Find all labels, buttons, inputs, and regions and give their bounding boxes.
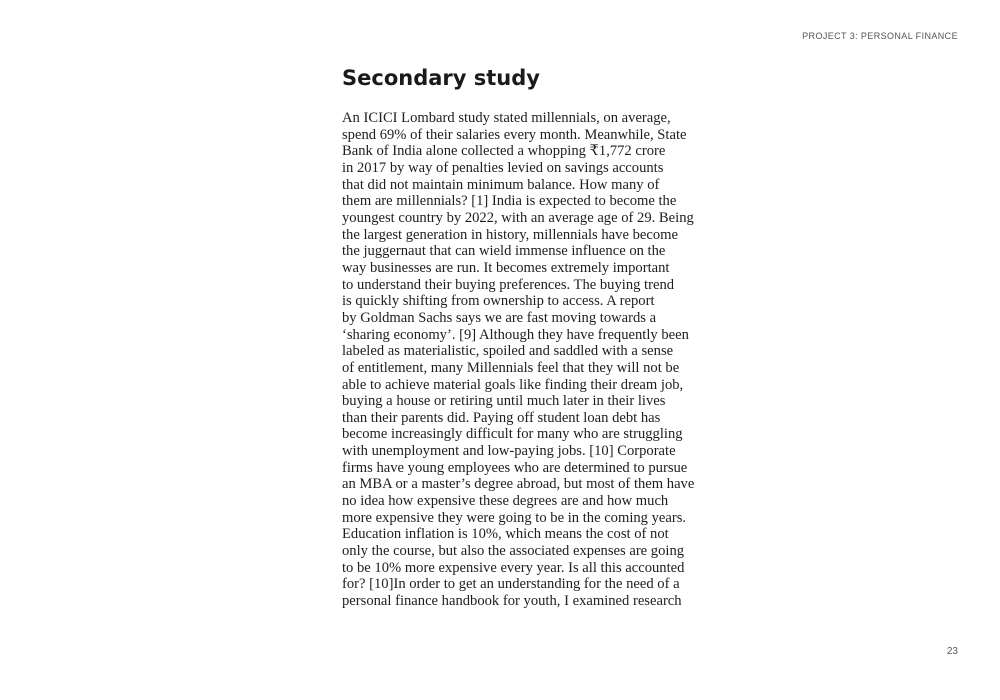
body-line: of entitlement, many Millennials feel that they will not be: [342, 359, 680, 376]
body-line: with unemployment and low-paying jobs. [10] Corporate: [342, 443, 676, 460]
body-line: them are millennials? [1] India is expected to become the: [342, 193, 677, 210]
body-line: personal finance handbook for youth, I examined research: [342, 593, 682, 610]
body-line: no idea how expensive these degrees are and how much: [342, 493, 669, 510]
running-header: PROJECT 3: PERSONAL FINANCE: [802, 31, 958, 41]
body-line: in 2017 by way of penalties levied on savings accounts: [342, 159, 664, 176]
page-title: Secondary study: [342, 66, 540, 90]
body-line: is quickly shifting from ownership to access. A report: [342, 293, 655, 310]
body-line: become increasingly difficult for many who are struggling: [342, 426, 683, 443]
page-number: 23: [946, 646, 958, 657]
body-line: the largest generation in history, millennials have become: [342, 226, 678, 243]
body-line: labeled as materialistic, spoiled and saddled with a sense: [342, 343, 674, 360]
body-paragraph: [342, 110, 702, 610]
body-line: buying a house or retiring until much later in their lives: [342, 393, 666, 410]
body-line: an MBA or a master’s degree abroad, but most of them have: [342, 476, 695, 493]
body-line: ‘sharing economy’. [9] Although they have frequently been: [342, 326, 689, 343]
body-line: for? [10]In order to get an understanding for the need of a: [342, 576, 680, 593]
body-line: able to achieve material goals like finding their dream job,: [342, 376, 684, 393]
body-line: An ICICI Lombard study stated millennials, on average,: [342, 110, 671, 126]
body-line: spend 69% of their salaries every month. Meanwhile, State: [342, 126, 687, 143]
body-line: than their parents did. Paying off student loan debt has: [342, 409, 661, 426]
body-line: Bank of India alone collected a whopping ₹1,772 crore: [342, 143, 666, 160]
body-line: the juggernaut that can wield immense influence on the: [342, 243, 666, 260]
body-line: Education inflation is 10%, which means the cost of not: [342, 526, 669, 543]
body-line: to be 10% more expensive every year. Is all this accounted: [342, 559, 685, 576]
body-line: way businesses are run. It becomes extremely important: [342, 259, 670, 276]
body-line: more expensive they were going to be in the coming years.: [342, 509, 687, 526]
body-line: firms have young employees who are determined to pursue: [342, 459, 688, 476]
body-line: to understand their buying preferences. The buying trend: [342, 276, 675, 293]
body-line: by Goldman Sachs says we are fast moving towards a: [342, 309, 657, 326]
body-line: only the course, but also the associated expenses are going: [342, 543, 685, 560]
body-line: youngest country by 2022, with an average age of 29. Being: [342, 209, 694, 226]
body-line: that did not maintain minimum balance. How many of: [342, 176, 660, 193]
